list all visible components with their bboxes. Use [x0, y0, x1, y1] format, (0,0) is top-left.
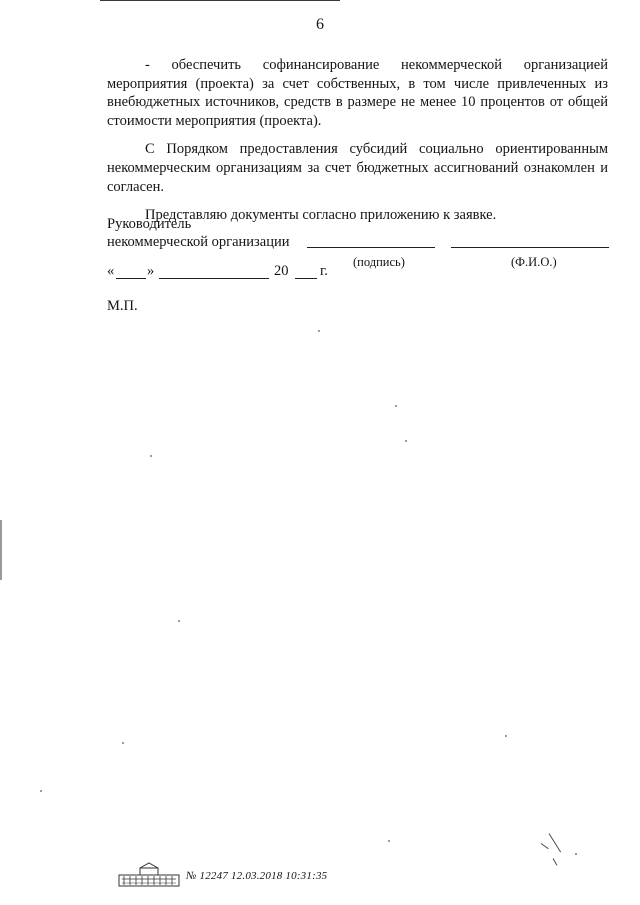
scan-speck	[395, 405, 397, 407]
registration-stamp: № 12247 12.03.2018 10:31:35	[186, 870, 328, 882]
scan-edge-line	[100, 0, 340, 1]
fio-caption: (Ф.И.О.)	[511, 255, 557, 269]
date-line	[107, 263, 407, 281]
stamp-place: М.П.	[107, 298, 138, 314]
year-prefix: 20	[274, 263, 289, 279]
scan-speck	[388, 840, 390, 842]
signature-line	[307, 247, 435, 248]
signature-block	[107, 215, 627, 269]
scan-edge-mark	[0, 520, 2, 580]
scan-speck	[178, 620, 180, 622]
scan-speck	[40, 790, 42, 792]
paragraph-acknowledgement: С Порядком предоставления субсидий социально ориентированным некоммерческим организациям за счет бюджетных ассигнований ознакомлен и согласен.	[107, 141, 608, 195]
scan-speck	[318, 330, 320, 332]
head-label: Руководитель	[107, 216, 192, 232]
page-number: 6	[316, 16, 324, 33]
year-blank	[295, 278, 317, 279]
pen-mark	[549, 833, 562, 852]
day-blank	[116, 278, 146, 279]
scan-speck	[150, 455, 152, 457]
paragraph-documents: Представляю документы согласно приложению к заявке.	[145, 207, 497, 224]
scan-speck	[505, 735, 507, 737]
organization-label: некоммерческой организации	[107, 234, 290, 250]
document-footer	[118, 862, 378, 890]
year-suffix: г.	[320, 263, 328, 279]
pen-mark	[553, 858, 558, 865]
date-close-quote: »	[147, 263, 155, 279]
scan-speck	[122, 742, 124, 744]
pen-mark	[575, 853, 577, 855]
fio-line	[451, 247, 609, 248]
paragraph-cofinancing: - обеспечить софинансирование некоммерческой организацией мероприятия (проекта) за счет собственных, в том числе привлеченных из внебюджетных источников, средств в размере не менее 10 процентов от общей стоимости мероприятия (проекта).	[107, 57, 608, 129]
organization-label-row	[107, 233, 627, 269]
scan-speck	[405, 440, 407, 442]
signature-caption: (подпись)	[353, 255, 405, 269]
registry-logo-icon	[118, 862, 180, 888]
date-open-quote: «	[107, 263, 115, 279]
pen-mark	[541, 843, 549, 849]
document-body	[107, 56, 608, 225]
month-blank	[159, 278, 269, 279]
